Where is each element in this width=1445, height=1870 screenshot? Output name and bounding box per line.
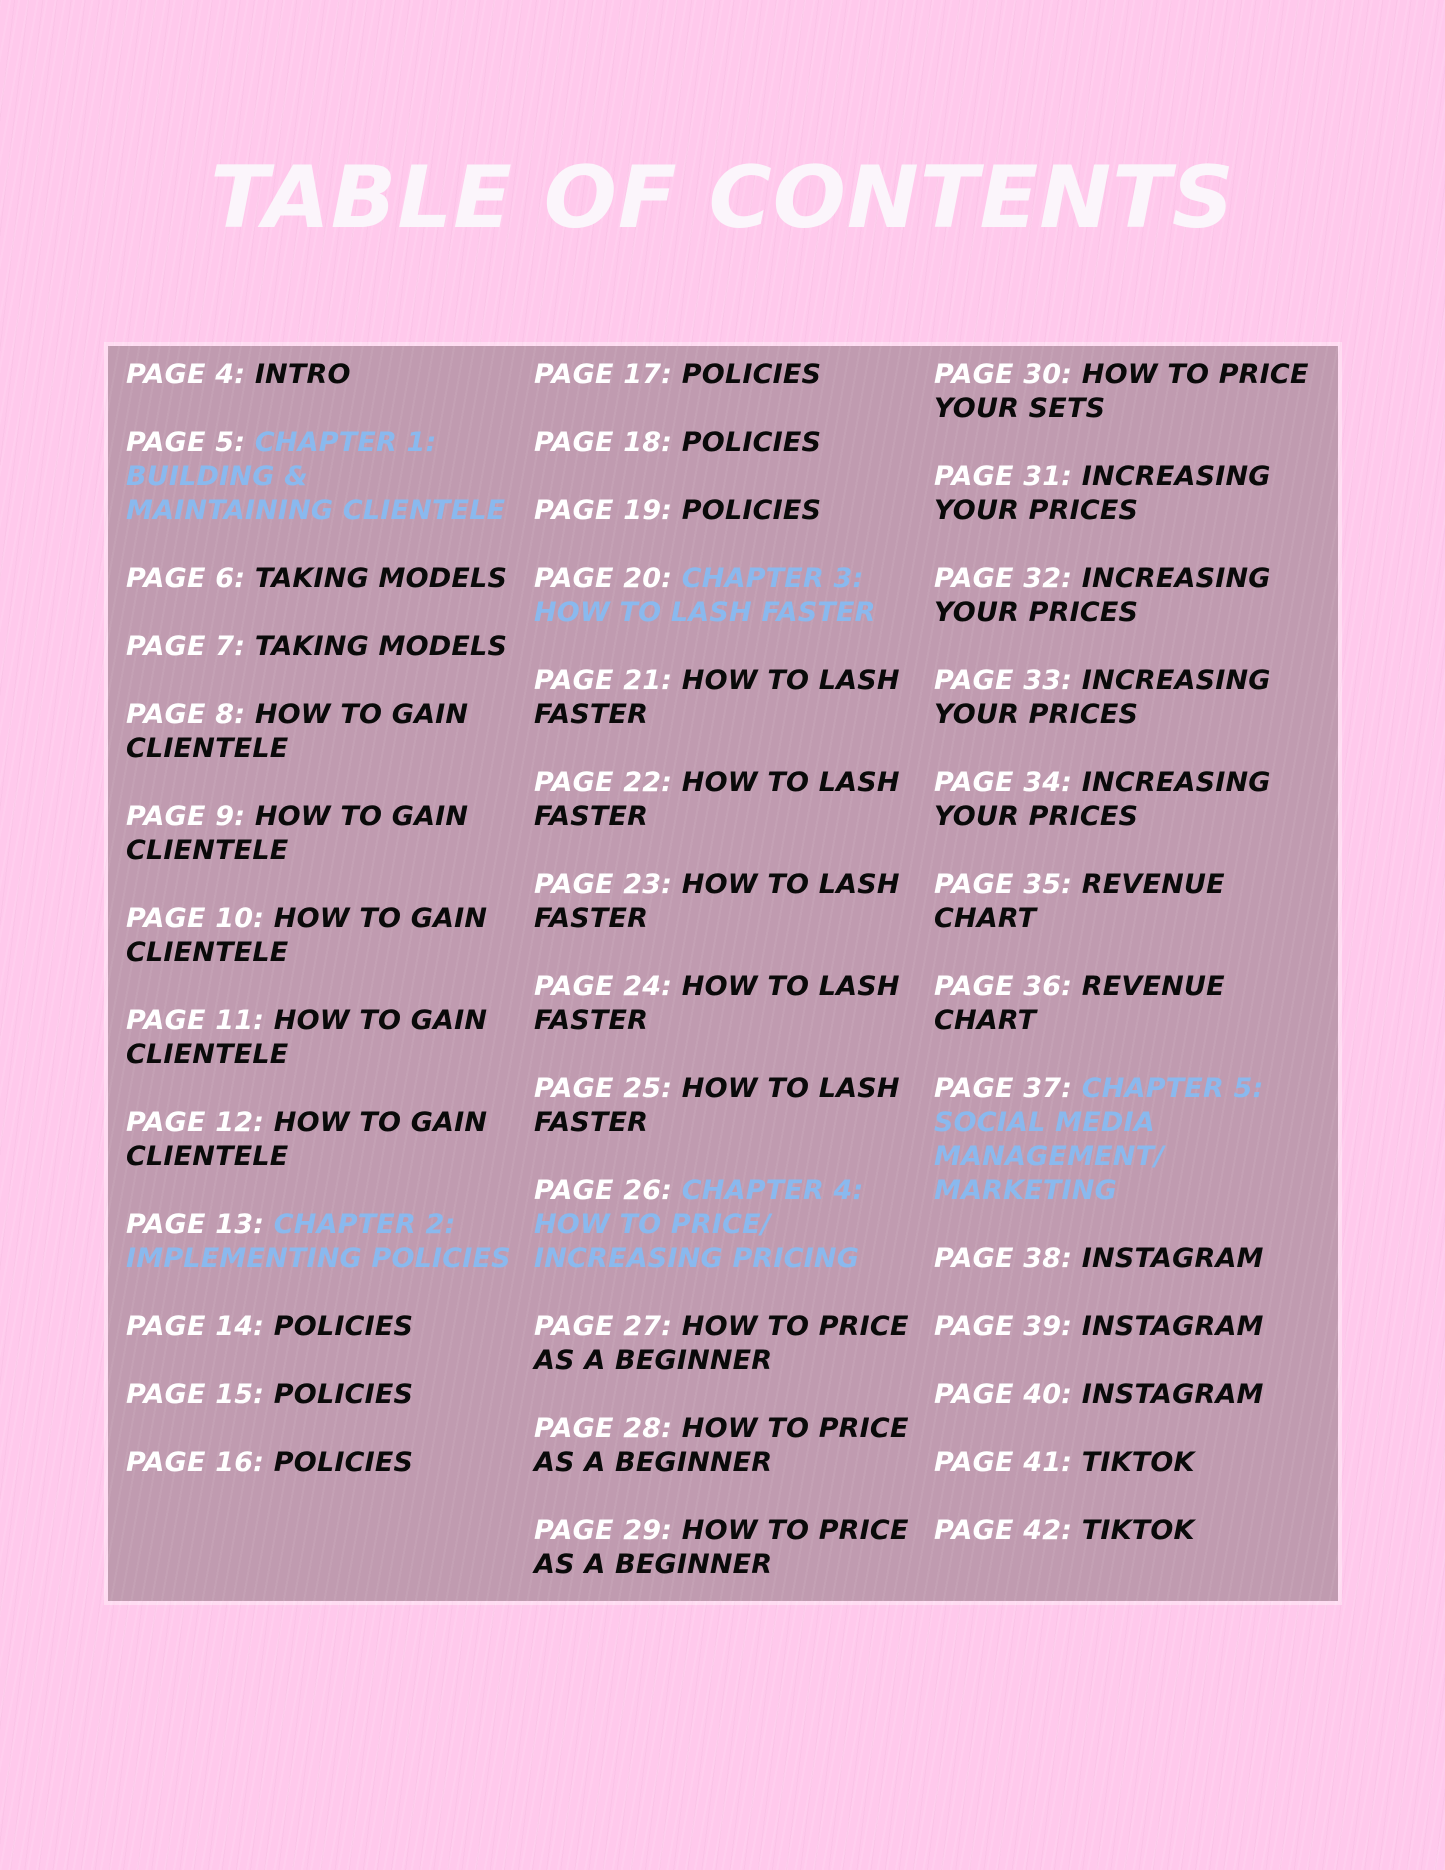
- toc-topic: HOW TO LASH FASTER: [534, 665, 900, 730]
- toc-page-number: PAGE 17:: [534, 359, 673, 390]
- toc-page-number: PAGE 41:: [934, 1447, 1073, 1478]
- toc-topic: INSTAGRAM: [1081, 1379, 1264, 1410]
- toc-page-number: PAGE 19:: [534, 495, 673, 526]
- toc-column-3: [934, 358, 1334, 1582]
- toc-entry: [934, 868, 1334, 936]
- page-title: TABLE OF CONTENTS: [210, 148, 1235, 248]
- toc-page-number: PAGE 40:: [934, 1379, 1073, 1410]
- toc-topic: HOW TO GAIN CLIENTELE: [126, 903, 488, 968]
- toc-page-number: PAGE 14:: [126, 1311, 265, 1342]
- toc-topic: INTRO: [254, 359, 351, 390]
- toc-entry: [534, 494, 924, 528]
- toc-topic: HOW TO GAIN CLIENTELE: [126, 1107, 488, 1172]
- toc-topic: REVENUE CHART: [934, 971, 1225, 1036]
- toc-page-number: PAGE 28:: [534, 1413, 673, 1444]
- toc-entry: [534, 664, 924, 732]
- toc-entry: [534, 1514, 924, 1582]
- toc-entry: [126, 1106, 516, 1174]
- toc-entry: [534, 1072, 924, 1140]
- toc-chapter-title: CHAPTER 2: IMPLEMENTING POLICIES: [126, 1209, 511, 1274]
- toc-entry: [534, 426, 924, 460]
- toc-page-number: PAGE 13:: [126, 1209, 265, 1240]
- toc-topic: POLICIES: [681, 495, 822, 526]
- toc-entry: [934, 562, 1334, 630]
- toc-topic: HOW TO GAIN CLIENTELE: [126, 801, 469, 866]
- toc-page-number: PAGE 10:: [126, 903, 265, 934]
- toc-column-1: [126, 358, 516, 1514]
- toc-page-number: PAGE 18:: [534, 427, 673, 458]
- toc-page-number: PAGE 30:: [934, 359, 1073, 390]
- toc-entry: [126, 358, 516, 392]
- toc-topic: TIKTOK: [1081, 1447, 1195, 1478]
- toc-entry: [934, 1242, 1334, 1276]
- toc-entry: [934, 1310, 1334, 1344]
- toc-entry: [534, 1412, 924, 1480]
- toc-topic: INCREASING YOUR PRICES: [934, 563, 1271, 628]
- toc-topic: HOW TO PRICE YOUR SETS: [934, 359, 1309, 424]
- toc-column-2: [534, 358, 924, 1616]
- toc-chapter-entry: [934, 1072, 1334, 1208]
- toc-topic: HOW TO PRICE AS A BEGINNER: [534, 1515, 909, 1580]
- toc-entry: [534, 766, 924, 834]
- toc-chapter-title: CHAPTER 1: BUILDING & MAINTAINING CLIENTELE: [126, 427, 506, 526]
- toc-entry: [126, 698, 516, 766]
- toc-page-number: PAGE 42:: [934, 1515, 1073, 1546]
- toc-topic: TAKING MODELS: [254, 631, 508, 662]
- toc-entry: [534, 970, 924, 1038]
- toc-topic: HOW TO LASH FASTER: [534, 767, 900, 832]
- toc-topic: HOW TO LASH FASTER: [534, 971, 900, 1036]
- toc-topic: HOW TO LASH FASTER: [534, 869, 900, 934]
- toc-topic: POLICIES: [681, 359, 822, 390]
- toc-topic: INCREASING YOUR PRICES: [934, 767, 1271, 832]
- toc-page-number: PAGE 24:: [534, 971, 673, 1002]
- toc-topic: TAKING MODELS: [254, 563, 508, 594]
- toc-entry: [534, 868, 924, 936]
- toc-topic: POLICIES: [681, 427, 822, 458]
- toc-topic: HOW TO GAIN CLIENTELE: [126, 699, 469, 764]
- toc-topic: INCREASING YOUR PRICES: [934, 461, 1271, 526]
- toc-topic: INSTAGRAM: [1081, 1311, 1264, 1342]
- toc-topic: INSTAGRAM: [1081, 1243, 1264, 1274]
- toc-topic: POLICIES: [273, 1379, 414, 1410]
- toc-page-number: PAGE 36:: [934, 971, 1073, 1002]
- toc-page-number: PAGE 25:: [534, 1073, 673, 1104]
- toc-entry: [126, 630, 516, 664]
- toc-chapter-entry: [126, 1208, 516, 1276]
- toc-page-number: PAGE 31:: [934, 461, 1073, 492]
- toc-page-number: PAGE 27:: [534, 1311, 673, 1342]
- toc-topic: INCREASING YOUR PRICES: [934, 665, 1271, 730]
- toc-page-number: PAGE 8:: [126, 699, 246, 730]
- toc-topic: HOW TO PRICE AS A BEGINNER: [534, 1311, 909, 1376]
- toc-topic: HOW TO GAIN CLIENTELE: [126, 1005, 488, 1070]
- toc-entry: [126, 1378, 516, 1412]
- toc-entry: [934, 1378, 1334, 1412]
- toc-page-number: PAGE 34:: [934, 767, 1073, 798]
- toc-chapter-entry: [126, 426, 516, 528]
- toc-page-number: PAGE 29:: [534, 1515, 673, 1546]
- toc-page-number: PAGE 16:: [126, 1447, 265, 1478]
- toc-page-number: PAGE 12:: [126, 1107, 265, 1138]
- toc-entry: [934, 460, 1334, 528]
- toc-page-number: PAGE 33:: [934, 665, 1073, 696]
- table-of-contents-panel: [108, 346, 1338, 1601]
- toc-page-number: PAGE 26:: [534, 1175, 673, 1206]
- toc-page-number: PAGE 15:: [126, 1379, 265, 1410]
- toc-topic: HOW TO LASH FASTER: [534, 1073, 900, 1138]
- toc-page-number: PAGE 23:: [534, 869, 673, 900]
- toc-topic: REVENUE CHART: [934, 869, 1225, 934]
- toc-entry: [534, 358, 924, 392]
- toc-page-number: PAGE 22:: [534, 767, 673, 798]
- toc-page-number: PAGE 9:: [126, 801, 246, 832]
- toc-entry: [934, 766, 1334, 834]
- toc-page-number: PAGE 11:: [126, 1005, 265, 1036]
- toc-page-number: PAGE 5:: [126, 427, 246, 458]
- toc-page-number: PAGE 6:: [126, 563, 246, 594]
- toc-topic: POLICIES: [273, 1447, 414, 1478]
- toc-chapter-entry: [534, 562, 924, 630]
- toc-entry: [126, 1446, 516, 1480]
- toc-topic: HOW TO PRICE AS A BEGINNER: [534, 1413, 909, 1478]
- toc-chapter-title: CHAPTER 5: SOCIAL MEDIA MANAGEMENT/ MARKETING: [934, 1073, 1264, 1206]
- toc-entry: [934, 970, 1334, 1038]
- toc-topic: TIKTOK: [1081, 1515, 1195, 1546]
- toc-page-number: PAGE 4:: [126, 359, 246, 390]
- toc-page-number: PAGE 35:: [934, 869, 1073, 900]
- toc-chapter-title: CHAPTER 3: HOW TO LASH FASTER: [534, 563, 876, 628]
- toc-page-number: PAGE 39:: [934, 1311, 1073, 1342]
- toc-entry: [934, 358, 1334, 426]
- toc-entry: [534, 1310, 924, 1378]
- toc-page-number: PAGE 37:: [934, 1073, 1073, 1104]
- toc-page-number: PAGE 21:: [534, 665, 673, 696]
- toc-entry: [934, 1514, 1334, 1548]
- toc-page-number: PAGE 20:: [534, 563, 673, 594]
- toc-entry: [126, 1310, 516, 1344]
- toc-page-number: PAGE 38:: [934, 1243, 1073, 1274]
- toc-entry: [126, 1004, 516, 1072]
- toc-entry: [934, 1446, 1334, 1480]
- toc-chapter-title: CHAPTER 4: HOW TO PRICE/ INCREASING PRICING: [534, 1175, 864, 1274]
- toc-entry: [126, 800, 516, 868]
- toc-chapter-entry: [534, 1174, 924, 1276]
- toc-entry: [934, 664, 1334, 732]
- toc-entry: [126, 562, 516, 596]
- toc-entry: [126, 902, 516, 970]
- toc-page-number: PAGE 32:: [934, 563, 1073, 594]
- toc-page-number: PAGE 7:: [126, 631, 246, 662]
- toc-topic: POLICIES: [273, 1311, 414, 1342]
